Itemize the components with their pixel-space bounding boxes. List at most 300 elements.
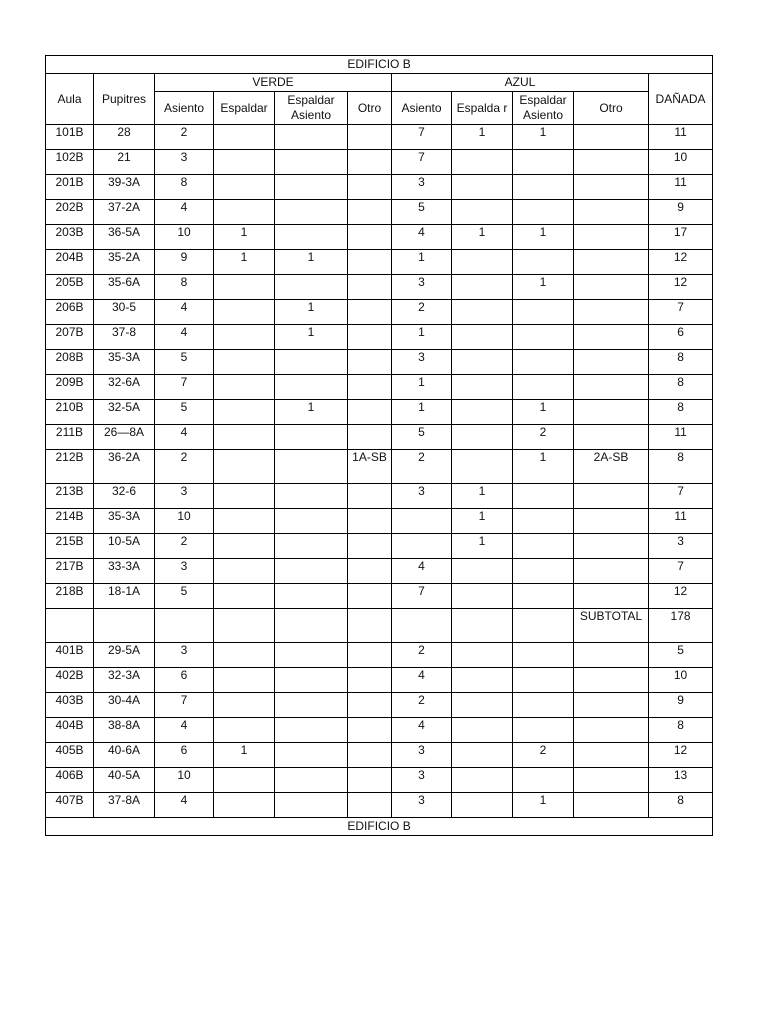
cell-a-asiento: 5 [392,200,452,225]
cell-v-esp-asiento: 1 [275,325,348,350]
cell-v-espaldar [214,400,275,425]
cell-danada: 6 [649,325,713,350]
cell-aula: 218B [46,584,94,609]
cell-danada: 10 [649,668,713,693]
cell-danada: 8 [649,793,713,818]
cell-a-espaldar: 1 [452,125,513,150]
cell-a-espaldar [452,718,513,743]
cell-pupitres: 39-3A [94,175,155,200]
cell-danada: 7 [649,300,713,325]
cell-pupitres: 32-6A [94,375,155,400]
cell-a-espaldar [452,793,513,818]
cell-a-esp-asiento [513,509,574,534]
cell-v-asiento: 3 [155,150,214,175]
cell-pupitres: 35-2A [94,250,155,275]
cell-v-asiento: 9 [155,250,214,275]
cell-pupitres: 37-8 [94,325,155,350]
cell-danada: 11 [649,125,713,150]
cell-a-esp-asiento: 1 [513,275,574,300]
header-pupitres: Pupitres [94,74,155,125]
cell-v-esp-asiento [275,609,348,643]
table-row [46,350,713,375]
cell-a-esp-asiento [513,300,574,325]
table-row [46,275,713,300]
header-verde-asiento: Asiento [155,92,214,125]
cell-v-espaldar [214,534,275,559]
cell-danada: 8 [649,400,713,425]
cell-a-espaldar [452,175,513,200]
cell-a-asiento: 5 [392,425,452,450]
cell-v-esp-asiento [275,150,348,175]
cell-a-asiento: 1 [392,325,452,350]
cell-v-espaldar [214,584,275,609]
cell-pupitres: 35-3A [94,509,155,534]
cell-a-esp-asiento [513,559,574,584]
cell-danada: 13 [649,768,713,793]
cell-aula: 217B [46,559,94,584]
cell-a-asiento: 1 [392,400,452,425]
cell-aula: 213B [46,484,94,509]
cell-v-asiento: 6 [155,743,214,768]
cell-v-espaldar [214,300,275,325]
cell-v-otro [348,643,392,668]
cell-v-espaldar [214,768,275,793]
cell-a-espaldar [452,400,513,425]
cell-v-asiento: 10 [155,225,214,250]
cell-danada: 12 [649,275,713,300]
cell-v-espaldar [214,150,275,175]
header-verde-otro: Otro [348,92,392,125]
cell-a-otro [574,743,649,768]
cell-danada: 178 [649,609,713,643]
cell-v-otro [348,125,392,150]
table-row [46,125,713,150]
cell-a-esp-asiento: 1 [513,450,574,484]
cell-pupitres: 36-5A [94,225,155,250]
cell-a-espaldar: 1 [452,225,513,250]
cell-v-esp-asiento: 1 [275,250,348,275]
cell-danada: 8 [649,350,713,375]
cell-v-esp-asiento [275,793,348,818]
cell-v-espaldar: 1 [214,225,275,250]
cell-a-otro [574,400,649,425]
cell-pupitres: 32-6 [94,484,155,509]
cell-a-esp-asiento [513,768,574,793]
cell-a-espaldar: 1 [452,534,513,559]
cell-a-esp-asiento [513,584,574,609]
cell-v-esp-asiento [275,693,348,718]
cell-a-esp-asiento: 1 [513,225,574,250]
table-row [46,200,713,225]
cell-aula: 403B [46,693,94,718]
cell-aula: 206B [46,300,94,325]
cell-a-esp-asiento [513,200,574,225]
cell-a-otro [574,484,649,509]
cell-a-otro [574,300,649,325]
cell-a-asiento: 7 [392,150,452,175]
cell-v-otro [348,300,392,325]
cell-aula: 401B [46,643,94,668]
cell-v-espaldar [214,668,275,693]
cell-v-esp-asiento [275,125,348,150]
cell-a-otro [574,668,649,693]
cell-a-asiento [392,534,452,559]
cell-v-asiento: 2 [155,125,214,150]
cell-a-asiento [392,609,452,643]
cell-a-asiento: 2 [392,693,452,718]
cell-danada: 10 [649,150,713,175]
cell-aula: 201B [46,175,94,200]
cell-aula: 404B [46,718,94,743]
cell-aula: 407B [46,793,94,818]
table-row [46,768,713,793]
cell-a-espaldar [452,668,513,693]
cell-v-espaldar [214,125,275,150]
cell-aula: 212B [46,450,94,484]
cell-v-otro [348,275,392,300]
cell-v-esp-asiento [275,484,348,509]
cell-v-otro [348,718,392,743]
cell-pupitres: 18-1A [94,584,155,609]
table-row [46,250,713,275]
cell-v-asiento: 3 [155,643,214,668]
cell-a-asiento: 3 [392,275,452,300]
table-row [46,400,713,425]
cell-danada: 8 [649,375,713,400]
cell-pupitres: 10-5A [94,534,155,559]
cell-aula: 211B [46,425,94,450]
table-title: EDIFICIO B [46,56,713,74]
cell-a-asiento: 7 [392,584,452,609]
cell-v-asiento: 2 [155,534,214,559]
table-footer: EDIFICIO B [46,818,713,836]
cell-v-esp-asiento: 1 [275,400,348,425]
table-row [46,484,713,509]
cell-a-esp-asiento [513,375,574,400]
cell-aula: 102B [46,150,94,175]
cell-v-esp-asiento [275,275,348,300]
cell-aula [46,609,94,643]
cell-a-otro [574,350,649,375]
cell-v-asiento: 5 [155,400,214,425]
cell-v-otro [348,534,392,559]
cell-danada: 12 [649,250,713,275]
cell-a-asiento: 4 [392,559,452,584]
cell-a-esp-asiento [513,175,574,200]
table-row [46,325,713,350]
cell-a-asiento: 1 [392,250,452,275]
cell-danada: 9 [649,693,713,718]
cell-v-asiento: 7 [155,375,214,400]
header-azul: AZUL [392,74,649,92]
table-row [46,450,713,484]
table-row [46,225,713,250]
subtotal-row [46,609,713,643]
cell-v-otro [348,325,392,350]
cell-a-espaldar [452,200,513,225]
cell-v-esp-asiento: 1 [275,300,348,325]
table-row [46,375,713,400]
cell-v-espaldar [214,450,275,484]
cell-a-otro [574,375,649,400]
cell-a-espaldar [452,275,513,300]
cell-v-otro [348,200,392,225]
cell-v-otro [348,668,392,693]
cell-v-espaldar [214,200,275,225]
cell-pupitres: 28 [94,125,155,150]
table-row [46,425,713,450]
cell-v-esp-asiento [275,450,348,484]
cell-pupitres: 33-3A [94,559,155,584]
cell-a-asiento: 2 [392,450,452,484]
cell-v-asiento: 4 [155,300,214,325]
table-row [46,175,713,200]
cell-a-otro [574,175,649,200]
cell-v-asiento: 10 [155,768,214,793]
cell-a-otro [574,643,649,668]
table-body [46,125,713,818]
cell-v-otro [348,484,392,509]
cell-a-asiento: 4 [392,718,452,743]
cell-v-asiento: 8 [155,175,214,200]
cell-pupitres: 37-8A [94,793,155,818]
cell-pupitres: 30-4A [94,693,155,718]
header-verde-espaldar-asiento: Espaldar Asiento [275,92,348,125]
cell-v-esp-asiento [275,350,348,375]
cell-aula: 202B [46,200,94,225]
cell-danada: 12 [649,584,713,609]
table-row [46,668,713,693]
header-azul-asiento: Asiento [392,92,452,125]
cell-danada: 7 [649,559,713,584]
cell-a-otro [574,693,649,718]
cell-v-esp-asiento [275,643,348,668]
cell-v-asiento: 3 [155,559,214,584]
cell-danada: 9 [649,200,713,225]
cell-v-asiento: 5 [155,584,214,609]
table-row [46,693,713,718]
inventory-table [45,55,713,836]
cell-a-espaldar [452,584,513,609]
cell-v-esp-asiento [275,743,348,768]
cell-v-otro [348,609,392,643]
cell-a-espaldar [452,350,513,375]
cell-pupitres: 29-5A [94,643,155,668]
cell-v-otro [348,693,392,718]
header-azul-espaldar: Espalda r [452,92,513,125]
cell-v-espaldar [214,609,275,643]
cell-v-espaldar [214,275,275,300]
cell-v-esp-asiento [275,509,348,534]
cell-pupitres: 32-3A [94,668,155,693]
cell-v-otro [348,400,392,425]
cell-a-espaldar [452,643,513,668]
header-azul-espaldar-asiento: Espaldar Asiento [513,92,574,125]
cell-v-asiento: 4 [155,425,214,450]
cell-v-asiento: 7 [155,693,214,718]
cell-v-otro [348,559,392,584]
cell-danada: 11 [649,175,713,200]
cell-v-espaldar [214,350,275,375]
cell-a-otro [574,534,649,559]
cell-v-otro [348,425,392,450]
cell-v-asiento [155,609,214,643]
cell-a-otro [574,225,649,250]
cell-v-esp-asiento [275,559,348,584]
cell-a-espaldar [452,768,513,793]
cell-a-otro [574,768,649,793]
cell-v-asiento: 4 [155,718,214,743]
cell-aula: 406B [46,768,94,793]
cell-a-asiento: 3 [392,175,452,200]
cell-aula: 208B [46,350,94,375]
cell-a-otro [574,559,649,584]
cell-a-otro [574,200,649,225]
cell-v-otro [348,175,392,200]
cell-v-otro [348,150,392,175]
cell-v-espaldar [214,559,275,584]
cell-danada: 12 [649,743,713,768]
cell-a-espaldar [452,743,513,768]
header-danada: DAÑADA [649,74,713,125]
cell-a-asiento: 3 [392,768,452,793]
cell-a-esp-asiento [513,484,574,509]
cell-v-asiento: 5 [155,350,214,375]
cell-v-esp-asiento [275,200,348,225]
cell-a-otro [574,793,649,818]
header-verde: VERDE [155,74,392,92]
cell-a-esp-asiento [513,325,574,350]
cell-a-esp-asiento [513,534,574,559]
cell-a-espaldar [452,150,513,175]
cell-pupitres: 38-8A [94,718,155,743]
cell-danada: 8 [649,718,713,743]
cell-v-espaldar [214,175,275,200]
cell-aula: 203B [46,225,94,250]
cell-a-otro: SUBTOTAL [574,609,649,643]
table-row [46,743,713,768]
cell-a-esp-asiento: 1 [513,400,574,425]
cell-v-otro [348,584,392,609]
cell-pupitres: 35-6A [94,275,155,300]
cell-aula: 209B [46,375,94,400]
cell-a-espaldar [452,300,513,325]
cell-a-esp-asiento [513,150,574,175]
cell-a-espaldar: 1 [452,509,513,534]
cell-a-esp-asiento [513,250,574,275]
cell-v-otro [348,743,392,768]
cell-a-otro [574,718,649,743]
cell-v-esp-asiento [275,175,348,200]
cell-v-esp-asiento [275,668,348,693]
table-row [46,559,713,584]
cell-a-esp-asiento: 2 [513,425,574,450]
cell-a-asiento: 2 [392,300,452,325]
cell-a-otro [574,150,649,175]
cell-v-espaldar [214,643,275,668]
cell-aula: 205B [46,275,94,300]
table-row [46,718,713,743]
cell-v-otro [348,509,392,534]
table-row [46,793,713,818]
cell-v-otro [348,350,392,375]
cell-a-asiento: 7 [392,125,452,150]
cell-v-espaldar: 1 [214,743,275,768]
cell-pupitres: 40-6A [94,743,155,768]
cell-a-esp-asiento [513,643,574,668]
cell-a-otro [574,584,649,609]
cell-a-espaldar [452,609,513,643]
cell-pupitres: 32-5A [94,400,155,425]
cell-v-espaldar [214,425,275,450]
cell-a-otro [574,275,649,300]
cell-v-asiento: 6 [155,668,214,693]
cell-v-asiento: 4 [155,200,214,225]
cell-aula: 405B [46,743,94,768]
cell-danada: 17 [649,225,713,250]
cell-pupitres [94,609,155,643]
cell-v-asiento: 10 [155,509,214,534]
cell-a-asiento [392,509,452,534]
cell-a-esp-asiento [513,609,574,643]
cell-pupitres: 26—8A [94,425,155,450]
cell-danada: 11 [649,509,713,534]
cell-v-espaldar [214,375,275,400]
cell-a-otro [574,325,649,350]
cell-aula: 214B [46,509,94,534]
cell-a-asiento: 1 [392,375,452,400]
cell-v-espaldar [214,509,275,534]
cell-danada: 3 [649,534,713,559]
table-row [46,150,713,175]
cell-a-espaldar: 1 [452,484,513,509]
cell-a-asiento: 4 [392,225,452,250]
cell-a-otro [574,425,649,450]
cell-a-espaldar [452,325,513,350]
cell-v-asiento: 3 [155,484,214,509]
table-row [46,584,713,609]
cell-a-asiento: 3 [392,350,452,375]
cell-danada: 5 [649,643,713,668]
cell-v-esp-asiento [275,534,348,559]
cell-v-esp-asiento [275,584,348,609]
cell-v-esp-asiento [275,425,348,450]
cell-v-otro [348,768,392,793]
cell-a-espaldar [452,559,513,584]
cell-a-espaldar [452,450,513,484]
cell-aula: 402B [46,668,94,693]
cell-aula: 101B [46,125,94,150]
header-verde-espaldar: Espaldar [214,92,275,125]
cell-a-espaldar [452,693,513,718]
cell-v-asiento: 8 [155,275,214,300]
cell-v-esp-asiento [275,375,348,400]
header-aula: Aula [46,74,94,125]
cell-a-asiento: 4 [392,668,452,693]
cell-v-otro [348,793,392,818]
cell-v-asiento: 4 [155,793,214,818]
cell-a-esp-asiento [513,718,574,743]
cell-v-esp-asiento [275,718,348,743]
cell-aula: 204B [46,250,94,275]
cell-pupitres: 40-5A [94,768,155,793]
cell-danada: 8 [649,450,713,484]
cell-a-asiento: 2 [392,643,452,668]
cell-a-asiento: 3 [392,743,452,768]
cell-pupitres: 21 [94,150,155,175]
cell-a-esp-asiento: 1 [513,125,574,150]
cell-a-otro [574,250,649,275]
